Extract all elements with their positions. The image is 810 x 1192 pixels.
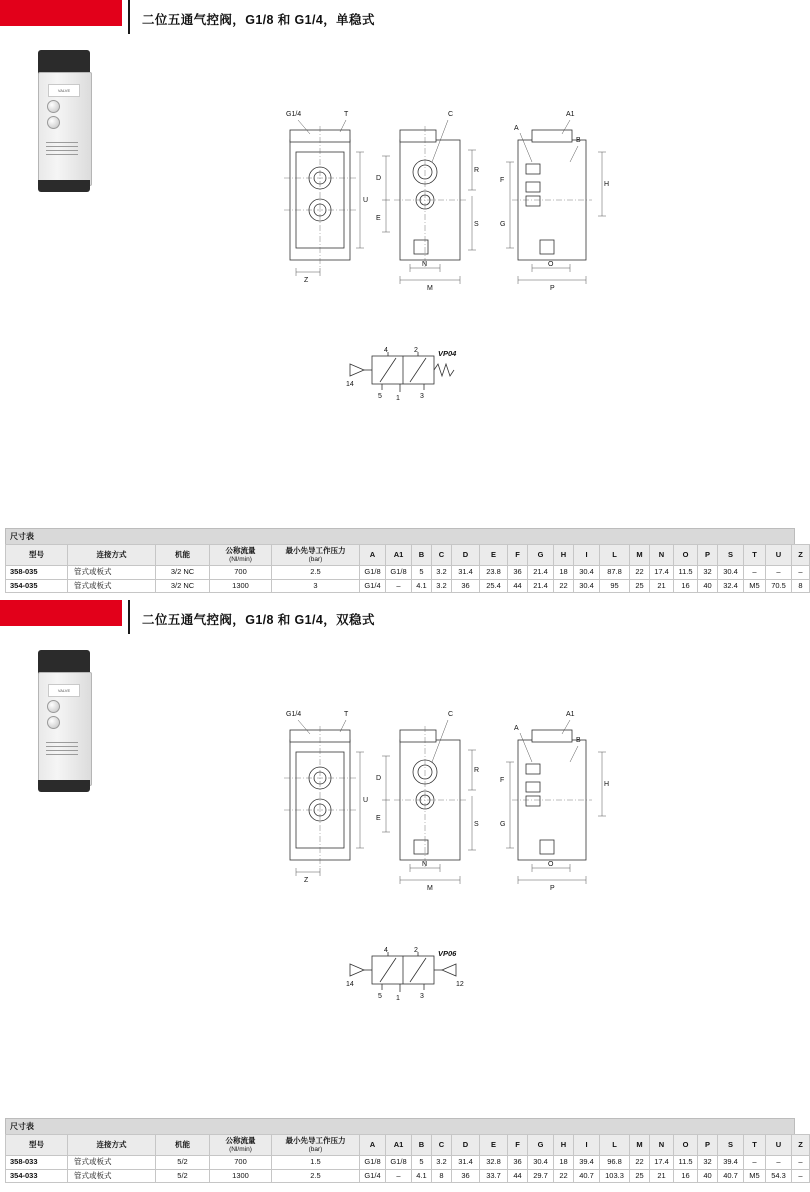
cell-dim: 30.4 — [528, 1156, 554, 1170]
cell-dim: – — [792, 566, 810, 580]
valve-port-knob — [47, 116, 60, 129]
cell-dim: 3.2 — [432, 566, 452, 580]
cell-dim: 87.8 — [600, 566, 630, 580]
valve-base — [38, 180, 90, 192]
th-U: U — [766, 1135, 792, 1156]
cell-dim: 23.8 — [480, 566, 508, 580]
cell-dim: 95 — [600, 579, 630, 593]
table-row — [6, 1169, 810, 1183]
svg-text:A1: A1 — [566, 711, 575, 718]
cell-dim: 16 — [674, 1169, 698, 1183]
svg-text:14: 14 — [346, 381, 354, 388]
table-row — [6, 579, 810, 593]
cell-dim: 33.7 — [480, 1169, 508, 1183]
th-I: I — [574, 545, 600, 566]
header-divider — [128, 0, 130, 34]
cell-pilot: 1.5 — [272, 1156, 360, 1170]
th-D: D — [452, 545, 480, 566]
svg-text:P: P — [550, 285, 555, 292]
svg-text:O: O — [548, 861, 554, 868]
table-caption: 尺寸表 — [5, 1118, 795, 1134]
th-C: C — [432, 545, 452, 566]
cell-dim: 22 — [630, 1156, 650, 1170]
th-M: M — [630, 1135, 650, 1156]
svg-text:S: S — [474, 821, 479, 828]
th-A1: A1 — [386, 545, 412, 566]
pneumatic-symbol-2 — [330, 948, 500, 1004]
cell-dim: M5 — [744, 579, 766, 593]
svg-text:5: 5 — [378, 993, 382, 1000]
cell-dim: 11.5 — [674, 566, 698, 580]
svg-text:N: N — [422, 861, 428, 868]
section-header-2 — [0, 600, 800, 644]
svg-text:5: 5 — [378, 393, 382, 400]
cell-model: 354-033 — [6, 1169, 68, 1183]
cell-dim: 22 — [554, 1169, 574, 1183]
cell-dim: 21 — [650, 579, 674, 593]
cell-dim: 32 — [698, 566, 718, 580]
drawing-front-view — [284, 111, 368, 284]
th-B: B — [412, 1135, 432, 1156]
cell-model: 358-035 — [6, 566, 68, 580]
th-I: I — [574, 1135, 600, 1156]
table-row — [6, 566, 810, 580]
th-Z: Z — [792, 545, 810, 566]
cell-dim: – — [766, 566, 792, 580]
svg-text:VP06: VP06 — [438, 949, 457, 958]
cell-dim: G1/8 — [386, 566, 412, 580]
cell-conn: 管式或板式 — [68, 1169, 156, 1183]
svg-text:E: E — [376, 215, 381, 222]
th-model: 型号 — [6, 545, 68, 566]
th-F: F — [508, 1135, 528, 1156]
cell-dim: 40 — [698, 579, 718, 593]
svg-text:VP04: VP04 — [438, 349, 457, 358]
cell-dim: M5 — [744, 1169, 766, 1183]
cell-dim: 36 — [452, 579, 480, 593]
cell-func: 3/2 NC — [156, 579, 210, 593]
valve-stripe — [46, 142, 78, 143]
red-accent-block — [0, 600, 122, 626]
th-flow: 公称流量 (Nl/min) — [210, 545, 272, 566]
page-title: 二位五通气控阀，G1/8 和 G1/4，双稳式 — [142, 613, 375, 627]
cell-dim: 96.8 — [600, 1156, 630, 1170]
cell-dim: 8 — [432, 1169, 452, 1183]
cell-dim: 70.5 — [766, 579, 792, 593]
drawing-right-view — [500, 111, 609, 292]
svg-text:12: 12 — [456, 981, 464, 988]
cell-dim: – — [766, 1156, 792, 1170]
svg-text:C: C — [448, 111, 454, 118]
th-B: B — [412, 545, 432, 566]
svg-text:H: H — [604, 181, 610, 188]
cell-dim: 25 — [630, 1169, 650, 1183]
svg-text:4: 4 — [384, 947, 388, 954]
svg-text:B: B — [576, 737, 581, 744]
svg-text:C: C — [448, 711, 454, 718]
cell-dim: 21 — [650, 1169, 674, 1183]
th-H: H — [554, 545, 574, 566]
valve-stripe — [46, 146, 78, 147]
drawing-side-view — [376, 711, 479, 892]
svg-text:R: R — [474, 167, 480, 174]
red-accent-block — [0, 0, 122, 26]
product-photo-1 — [38, 50, 98, 195]
cell-dim: 44 — [508, 579, 528, 593]
svg-text:G: G — [500, 221, 506, 228]
cell-dim: 39.4 — [718, 1156, 744, 1170]
svg-text:U: U — [363, 197, 369, 204]
cell-dim: 36 — [508, 1156, 528, 1170]
svg-text:B: B — [576, 137, 581, 144]
cell-dim: 103.3 — [600, 1169, 630, 1183]
page-title: 二位五通气控阀，G1/8 和 G1/4，单稳式 — [142, 13, 375, 27]
th-F: F — [508, 545, 528, 566]
cell-dim: 17.4 — [650, 566, 674, 580]
th-L: L — [600, 1135, 630, 1156]
cell-dim: 4.1 — [412, 579, 432, 593]
th-A: A — [360, 1135, 386, 1156]
th-S: S — [718, 1135, 744, 1156]
svg-text:R: R — [474, 767, 480, 774]
table-header-row — [6, 545, 810, 566]
svg-text:G: G — [500, 821, 506, 828]
valve-stripe — [46, 754, 78, 755]
svg-text:F: F — [500, 777, 505, 784]
cell-dim: 40.7 — [574, 1169, 600, 1183]
cell-dim: 31.4 — [452, 566, 480, 580]
product-photo-2 — [38, 650, 98, 795]
cell-dim: – — [386, 1169, 412, 1183]
th-Z: Z — [792, 1135, 810, 1156]
valve-base — [38, 780, 90, 792]
svg-text:S: S — [474, 221, 479, 228]
valve-nameplate: VALVE — [48, 84, 80, 97]
cell-func: 3/2 NC — [156, 566, 210, 580]
svg-text:T: T — [344, 711, 349, 718]
cell-dim: 30.4 — [574, 579, 600, 593]
cell-dim: 30.4 — [718, 566, 744, 580]
cell-dim: – — [744, 566, 766, 580]
th-C: C — [432, 1135, 452, 1156]
cell-dim: – — [792, 1156, 810, 1170]
svg-text:2: 2 — [414, 347, 418, 354]
cell-flow: 1300 — [210, 579, 272, 593]
th-conn: 连接方式 — [68, 545, 156, 566]
cell-dim: – — [792, 1169, 810, 1183]
svg-text:1: 1 — [396, 395, 400, 402]
th-A1: A1 — [386, 1135, 412, 1156]
cell-flow: 1300 — [210, 1169, 272, 1183]
svg-text:A: A — [514, 125, 519, 132]
svg-text:G1/4: G1/4 — [286, 111, 302, 118]
svg-text:O: O — [548, 261, 554, 268]
cell-dim: 36 — [452, 1169, 480, 1183]
drawing-side-view — [376, 111, 479, 292]
th-O: O — [674, 1135, 698, 1156]
svg-text:A: A — [514, 725, 519, 732]
cell-dim: 17.4 — [650, 1156, 674, 1170]
section-header-1 — [0, 0, 800, 44]
header-divider — [128, 600, 130, 634]
th-E: E — [480, 545, 508, 566]
cell-dim: 54.3 — [766, 1169, 792, 1183]
th-func: 机能 — [156, 1135, 210, 1156]
svg-text:Z: Z — [304, 877, 309, 884]
drawing-right-view — [500, 711, 609, 892]
svg-text:P: P — [550, 885, 555, 892]
th-U: U — [766, 545, 792, 566]
technical-drawing-1 — [270, 100, 650, 310]
cell-dim: 32.8 — [480, 1156, 508, 1170]
svg-text:14: 14 — [346, 981, 354, 988]
cell-dim: 16 — [674, 579, 698, 593]
cell-conn: 管式或板式 — [68, 579, 156, 593]
th-H: H — [554, 1135, 574, 1156]
cell-dim: 5 — [412, 1156, 432, 1170]
th-P: P — [698, 1135, 718, 1156]
cell-dim: G1/8 — [360, 1156, 386, 1170]
cell-dim: 25 — [630, 579, 650, 593]
svg-text:3: 3 — [420, 993, 424, 1000]
cell-dim: 36 — [508, 566, 528, 580]
svg-text:M: M — [427, 285, 433, 292]
th-M: M — [630, 545, 650, 566]
svg-text:A1: A1 — [566, 111, 575, 118]
th-T: T — [744, 545, 766, 566]
table-header-row — [6, 1135, 810, 1156]
cell-pilot: 2.5 — [272, 1169, 360, 1183]
valve-port-knob — [47, 716, 60, 729]
svg-text:2: 2 — [414, 947, 418, 954]
cell-dim: 18 — [554, 1156, 574, 1170]
cell-model: 358-033 — [6, 1156, 68, 1170]
cell-dim: – — [386, 579, 412, 593]
cell-dim: 39.4 — [574, 1156, 600, 1170]
th-P: P — [698, 545, 718, 566]
cell-conn: 管式或板式 — [68, 566, 156, 580]
th-G: G — [528, 1135, 554, 1156]
cell-dim: 3.2 — [432, 579, 452, 593]
cell-dim: 44 — [508, 1169, 528, 1183]
th-L: L — [600, 545, 630, 566]
th-flow: 公称流量 (Nl/min) — [210, 1135, 272, 1156]
svg-text:E: E — [376, 815, 381, 822]
cell-dim: 32.4 — [718, 579, 744, 593]
th-pilot: 最小先导工作压力 (bar) — [272, 1135, 360, 1156]
cell-dim: 21.4 — [528, 579, 554, 593]
valve-port-knob — [47, 700, 60, 713]
svg-text:M: M — [427, 885, 433, 892]
valve-stripe — [46, 750, 78, 751]
cell-pilot: 2.5 — [272, 566, 360, 580]
valve-port-knob — [47, 100, 60, 113]
th-O: O — [674, 545, 698, 566]
cell-func: 5/2 — [156, 1169, 210, 1183]
cell-flow: 700 — [210, 1156, 272, 1170]
th-S: S — [718, 545, 744, 566]
pneumatic-symbol-1 — [330, 348, 490, 404]
cell-dim: 40 — [698, 1169, 718, 1183]
svg-text:H: H — [604, 781, 610, 788]
cell-dim: 31.4 — [452, 1156, 480, 1170]
dimension-table-1 — [5, 528, 803, 593]
svg-text:4: 4 — [384, 347, 388, 354]
cell-dim: 4.1 — [412, 1169, 432, 1183]
cell-dim: 32 — [698, 1156, 718, 1170]
svg-text:Z: Z — [304, 277, 309, 284]
svg-text:D: D — [376, 775, 382, 782]
cell-dim: G1/4 — [360, 1169, 386, 1183]
technical-drawing-2 — [270, 700, 650, 910]
valve-stripe — [46, 742, 78, 743]
valve-stripe — [46, 154, 78, 155]
cell-dim: 22 — [630, 566, 650, 580]
cell-dim: 8 — [792, 579, 810, 593]
svg-text:U: U — [363, 797, 369, 804]
th-N: N — [650, 1135, 674, 1156]
svg-text:N: N — [422, 261, 428, 268]
svg-text:3: 3 — [420, 393, 424, 400]
svg-text:F: F — [500, 177, 505, 184]
cell-conn: 管式或板式 — [68, 1156, 156, 1170]
th-D: D — [452, 1135, 480, 1156]
valve-stripe — [46, 746, 78, 747]
th-pilot: 最小先导工作压力 (bar) — [272, 545, 360, 566]
valve-stripe — [46, 150, 78, 151]
svg-text:1: 1 — [396, 995, 400, 1002]
cell-dim: G1/8 — [386, 1156, 412, 1170]
cell-dim: G1/4 — [360, 579, 386, 593]
cell-flow: 700 — [210, 566, 272, 580]
cell-dim: 40.7 — [718, 1169, 744, 1183]
th-E: E — [480, 1135, 508, 1156]
drawing-front-view — [284, 711, 368, 884]
th-conn: 连接方式 — [68, 1135, 156, 1156]
dimension-table-2 — [5, 1118, 803, 1183]
svg-text:G1/4: G1/4 — [286, 711, 302, 718]
cell-dim: 22 — [554, 579, 574, 593]
table-caption: 尺寸表 — [5, 528, 795, 544]
cell-dim: 18 — [554, 566, 574, 580]
cell-dim: 29.7 — [528, 1169, 554, 1183]
th-G: G — [528, 545, 554, 566]
cell-dim: 30.4 — [574, 566, 600, 580]
cell-dim: G1/8 — [360, 566, 386, 580]
th-model: 型号 — [6, 1135, 68, 1156]
th-N: N — [650, 545, 674, 566]
cell-pilot: 3 — [272, 579, 360, 593]
cell-model: 354-035 — [6, 579, 68, 593]
cell-dim: – — [744, 1156, 766, 1170]
th-func: 机能 — [156, 545, 210, 566]
th-A: A — [360, 545, 386, 566]
cell-dim: 21.4 — [528, 566, 554, 580]
th-T: T — [744, 1135, 766, 1156]
cell-dim: 5 — [412, 566, 432, 580]
cell-func: 5/2 — [156, 1156, 210, 1170]
svg-text:D: D — [376, 175, 382, 182]
cell-dim: 3.2 — [432, 1156, 452, 1170]
cell-dim: 25.4 — [480, 579, 508, 593]
cell-dim: 11.5 — [674, 1156, 698, 1170]
table-row — [6, 1156, 810, 1170]
valve-nameplate: VALVE — [48, 684, 80, 697]
svg-text:T: T — [344, 111, 349, 118]
